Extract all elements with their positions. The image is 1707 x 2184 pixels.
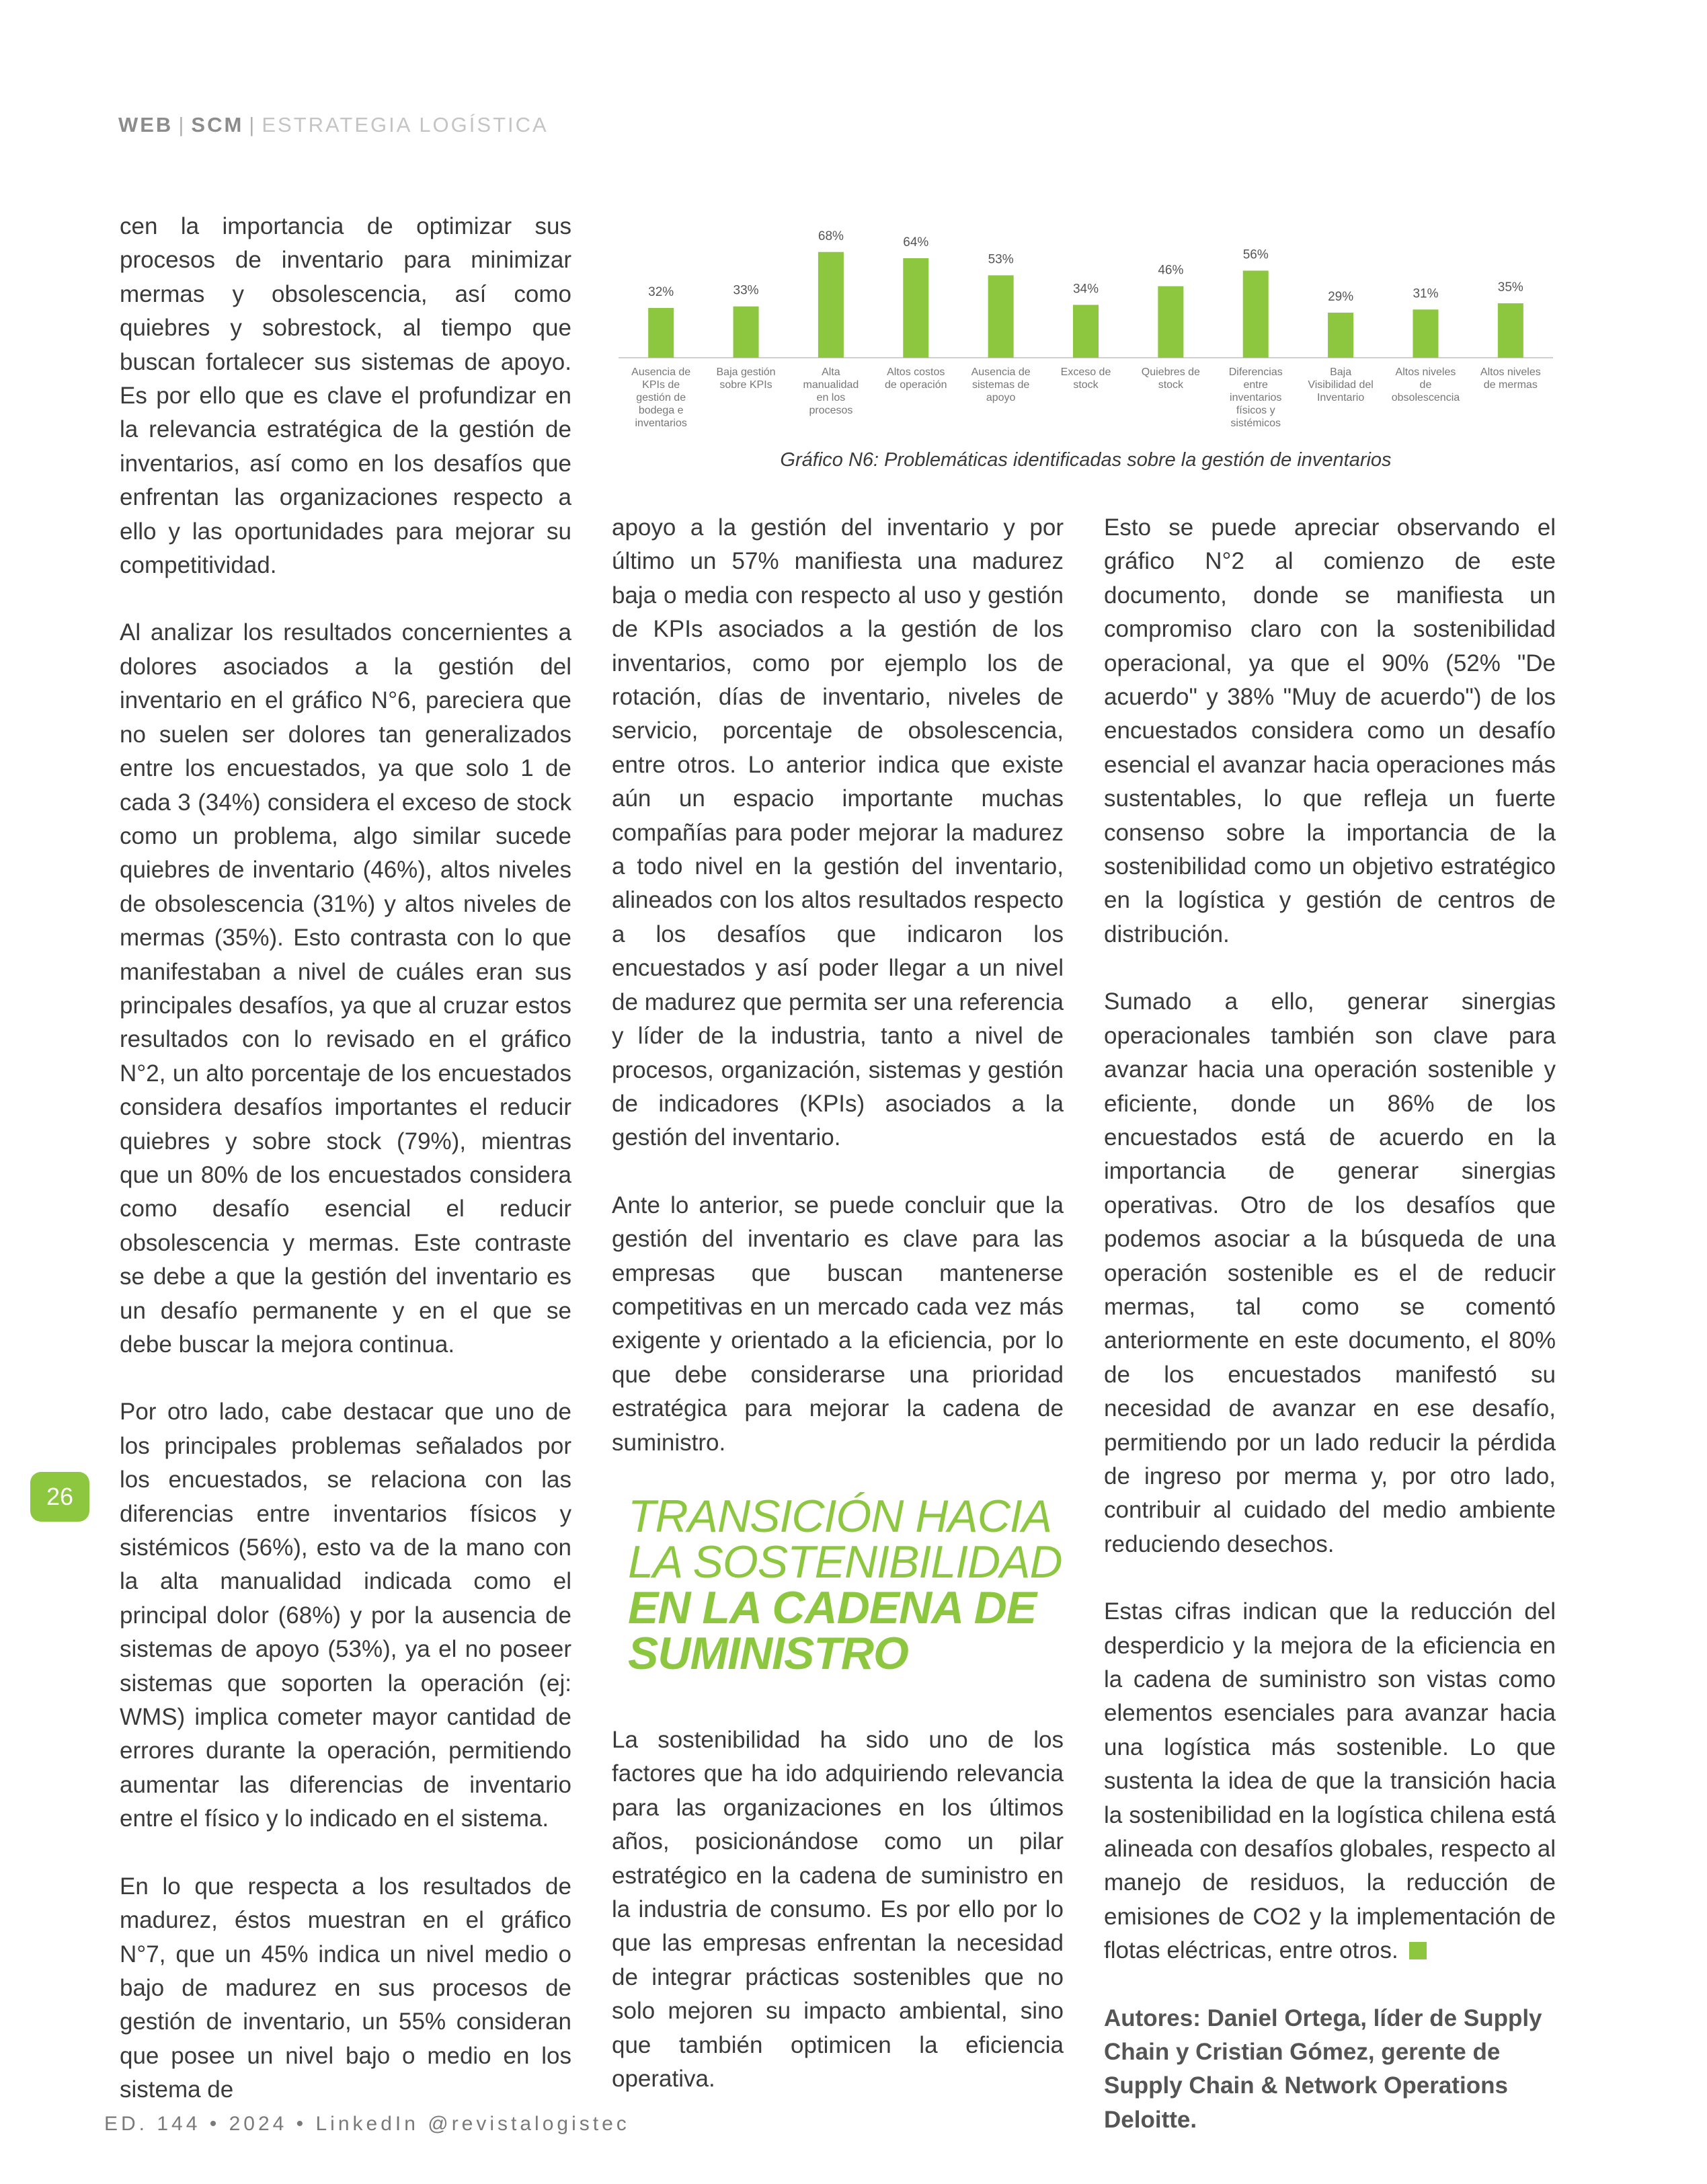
category-label: Diferencias entre inventarios físicos y sistémicos [1228,366,1283,429]
page-number: 26 [30,1472,89,1522]
bar [733,307,759,358]
category-label: Baja Visibilidad del Inventario [1308,366,1374,403]
category-label: Alta manualidad en los procesos [803,366,859,416]
header-section: ESTRATEGIA LOGÍSTICA [262,113,549,136]
heading-line: SUMINISTRO [628,1627,908,1679]
paragraph: Al analizar los resultados concernientes a dolores asociados a la gestión del inventario en el gráfico N°6, pareciera que no suelen ser dolores tan generalizados entre los encuestados, ya que solo 1 de cada 3 (34%) considera el exceso de stock como un problema, algo similar sucede quiebres de inventario (46%), altos niveles de obsolescencia (31%) y altos niveles de mermas (35%). Esto contrasta con lo que manifestaban a nivel de cuáles eran sus principales desafíos, ya que al cruzar estos resultados con lo revisado en el gráfico N°2, un alto porcentaje de los encuestados considera desafíos importantes el reducir quiebres y sobre stock (79%), mientras que un 80% de los encuestados considera como desafío esencial el reducir obsolescencia y mermas. Este contraste se debe a que la gestión del inventario es un desafío permanente y en el que se debe buscar la mejora continua. [120,619,571,1358]
section-heading [628,1490,1064,1679]
column-1 [120,210,571,2141]
footer: ED. 144 • 2024 • LinkedIn @revistalogistec [104,2113,630,2135]
end-square-icon [1409,1942,1427,1959]
category-label: Quiebres de stock [1141,366,1200,391]
header-scm: SCM [191,113,244,136]
category-label: Ausencia de sistemas de apoyo [971,366,1031,403]
heading-line: EN LA CADENA DE [628,1582,1037,1633]
bar [988,275,1014,358]
data-label: 56% [1242,247,1269,262]
paragraph: apoyo a la gestión del inventario y por último un 57% manifiesta una madurez baja o media con respecto al uso y gestión de KPIs asociados a la gestión de los inventarios, como por ejemplo los de rotación, días de inventario, niveles de servicio, porcentaje de obsolescencia, entre otros. Lo anterior indica que existe aún un espacio importante muchas compañías para poder mejorar la madurez a todo nivel en la gestión del inventario, alineados con los altos resultados respecto a los desafíos que indicaron los encuestados y así poder llegar a un nivel de madurez que permita ser una referencia y líder de la industria, tanto a nivel de procesos, organización, sistemas y gestión de indicadores (KPIs) asociados a la gestión del inventario. [612,514,1064,1151]
data-label: 46% [1158,263,1184,278]
paragraph: La sostenibilidad ha sido uno de los factores que ha ido adquiriendo relevancia para las organizaciones en los últimos años, posicionándose como un pilar estratégico en la cadena de suministro en la industria de consumo. Es por ello por lo que las empresas enfrentan la necesidad de integrar prácticas sostenibles que no solo mejoren su impacto ambiental, sino que también optimicen la eficiencia operativa. [612,1726,1064,2093]
bar [1328,313,1353,358]
page-header: WEB | SCM | ESTRATEGIA LOGÍSTICA [118,113,549,136]
bar [1413,309,1438,358]
bar [1073,305,1099,358]
category-label: Altos niveles de obsolescencia [1391,366,1460,403]
category-label: Altos costos de operación [885,366,947,391]
data-label: 64% [903,235,929,249]
paragraph: En lo que respecta a los resultados de madurez, éstos muestran en el gráfico N°7, que un 45% indica un nivel medio o bajo de madurez en sus procesos de gestión de inventario, un 55% consideran que posee un nivel bajo o medio en los sistema de [120,1873,571,2103]
bar [818,252,844,358]
paragraph-last [1104,1595,1556,1967]
data-label: 32% [648,285,674,299]
chart-caption: Gráfico N6: Problemáticas identificadas sobre la gestión de inventarios [780,449,1392,471]
heading-line: LA SOSTENIBILIDAD [628,1536,1062,1588]
bar [1158,286,1183,358]
data-label: 53% [988,252,1014,267]
data-label: 34% [1072,282,1099,297]
category-label: Ausencia de KPIs de gestión de bodega e inventarios [631,366,691,429]
category-label: Altos niveles de mermas [1480,366,1541,391]
category-label: Exceso de stock [1060,366,1111,391]
bar [648,308,674,358]
paragraph: Esto se puede apreciar observando el gráfico N°2 al comienzo de este documento, donde se manifiesta un compromiso claro con la sostenibilidad operacional, ya que el 90% (52% "De acuerdo" y 38% "Muy de acuerdo") de los encuestados considera como un desafío esencial el avanzar hacia operaciones más sustentables, lo que refleja un fuerte consenso sobre la importancia de la sostenibilidad como un objetivo estratégico en la logística y gestión de centros de distribución. [1104,514,1556,947]
bar [1243,271,1269,358]
category-label: Baja gestión sobre KPIs [716,366,776,391]
data-label: 29% [1328,289,1354,304]
column-2 [612,511,1064,2130]
paragraph: Por otro lado, cabe destacar que uno de los principales problemas señalados por los encuestados, se relaciona con las diferencias entre inventarios físicos y sistémicos (56%), esto va de la mano con la alta manualidad indicada como el principal dolor (68%) y por la ausencia de sistemas de apoyo (53%), ya el no poseer sistemas que soporten la operación (ej: WMS) implica cometer mayor cantidad de errores durante la operación, permitiendo aumentar las diferencias de inventario entre el físico y lo indicado en el sistema. [120,1399,571,1832]
paragraph: Sumado a ello, generar sinergias operacionales también son clave para avanzar hacia una operación sostenible y eficiente, donde un 86% de los encuestados está de acuerdo en la importancia de generar sinergias operativas. Otro de los desafíos que podemos asociar a la búsqueda de una operación sostenible es el de reducir mermas, tal como se comentó anteriormente en este documento, el 80% de los encuestados manifestó su necesidad de avanzar en ese desafío, permitiendo por un lado reducir la pérdida de ingreso por merma y, por otro lado, contribuir al cuidado del medio ambiente reduciendo desechos. [1104,988,1556,1557]
data-label: 31% [1413,286,1439,301]
paragraph-text: Estas cifras indican que la reducción del desperdicio y la mejora de la eficiencia en la cadena de suministro son vistas como elementos esenciales para avanzar hacia una logística más sostenible. Lo que sustenta la idea de que la transición hacia la sostenibilidad en la logística chilena está alineada con desafíos globales, respecto al manejo de residuos, la reducción de emisiones de CO2 y la implementación de flotas eléctricas, entre otros. [1104,1598,1556,1964]
bar-chart [605,208,1566,491]
paragraph: cen la importancia de optimizar sus procesos de inventario para minimizar mermas y obsolescencia, así como quiebres y sobrestock, al tiempo que buscan fortalecer sus sistemas de apoyo. Es por ello que es clave el profundizar en la relevancia estratégica de la gestión de inventarios, así como en los desafíos que enfrentan las organizaciones respecto a ello y las oportunidades para mejorar su competitividad. [120,213,571,579]
column-3 [1104,511,1556,2171]
data-label: 35% [1497,280,1523,295]
header-web: WEB [118,113,173,136]
bar [1498,303,1523,358]
data-label: 68% [818,229,844,243]
authors: Autores: Daniel Ortega, líder de Supply Chain y Cristian Gómez, gerente de Supply Chain & Network Operations Deloitte. [1104,2004,1542,2133]
paragraph: Ante lo anterior, se puede concluir que la gestión del inventario es clave para las empresas que buscan mantenerse competitivas en un mercado cada vez más exigente y orientado a la eficiencia, por lo que debe considerarse una prioridad estratégica para mejorar la cadena de suministro. [612,1192,1064,1456]
data-label: 33% [733,283,759,298]
bar [903,258,928,358]
heading-line: TRANSICIÓN HACIA [628,1490,1052,1542]
